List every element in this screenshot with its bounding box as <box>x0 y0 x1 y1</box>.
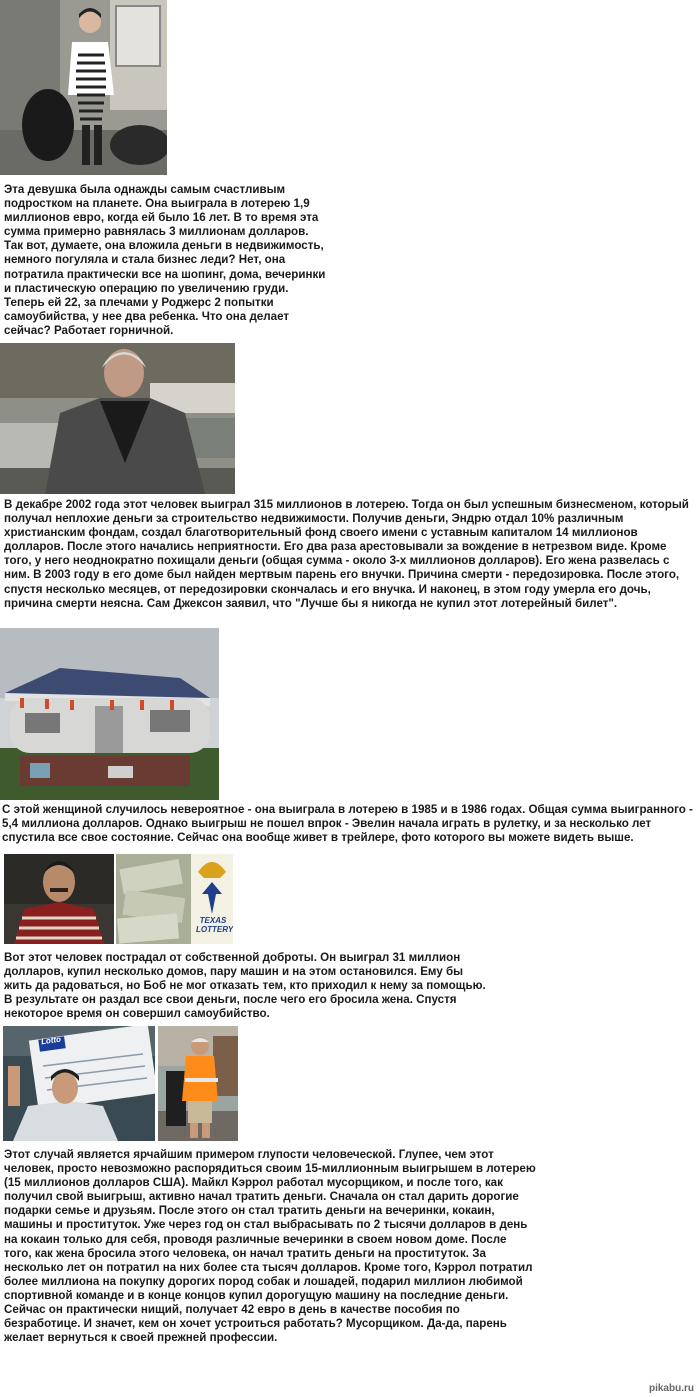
photo-bob-portrait <box>4 854 114 944</box>
photo-man-illustration <box>0 343 235 494</box>
cheque-lotto-logo: Lotto <box>40 1034 62 1047</box>
photo-trailer-illustration <box>0 628 219 800</box>
photo-cheque-illustration <box>3 1026 155 1141</box>
story-5-text: Этот случай является ярчайшим примером глупости человеческой. Глупее, чем этот человек, просто невозможно распорядиться своим 15-миллионным выигрышем в лотерею (15 миллионов долларов США). Майкл Кэррол работал мусорщиком, и после того, как получил свой выигрыш, активно начал тратить деньги. Сначала он стал дарить дорогие подарки семье и друзьям. После этого он стал тратить деньги на вечеринки, кокаин, машины и проституток. Уже через год он стал выбрасывать по 2 тысячи долларов в день на кокаин только для себя, проводя различные вечеринки в своем новом доме. После того, как жена бросила этого человека, он начал тратить деньги на проституток. За несколько лет он потратил на них более ста тысяч долларов. Кроме того, Кэррол потратил более миллиона на покупку дорогих пород собак и лошадей, подарил миллион любимой спортивной команде и в конце концов купил дорогущую машину на последние деньги. Сейчас он практически нищий, получает 42 евро в день в качестве пособия по безработице. И значет, кем он хочет устроиться работать? Мусорщиком. Да-да, парень желает вернуться к своей прежней профессии. <box>4 1148 536 1345</box>
photo-carroll-cheque <box>3 1026 155 1141</box>
watermark: pikabu.ru <box>648 1383 694 1394</box>
story-3-text: С этой женщиной случилось невероятное - она выиграла в лотерею в 1985 и в 1986 годах. Общая сумма выигранного - 5,4 миллиона долларов. Однако выигрыш не пошел впрок - Эвелин начала играть в рулетку, и за несколько лет спустила все свое состояние. Сейчас она вообще живет в трейлере, фото которого вы можете видеть выше. <box>2 803 693 845</box>
photo-girl-illustration <box>0 0 167 175</box>
photo-money-lottery <box>116 854 233 944</box>
texas-lottery-logo-text: TEXAS LOTTERY <box>196 916 233 934</box>
story-2-text: В декабре 2002 года этот человек выиграл 315 миллионов в лотерею. Тогда он был успешным бизнесменом, который получал неплохие деньги за строительство недвижимости. Получив деньги, Эндрю отдал 10% различным христианским фондам, создал благотворительный фонд своего имени с уставным капиталом 14 миллионов долларов. После этого начались неприятности. Его два раза арестовывали за вождение в нетрезвом виде. Кроме того, у него неоднократно похищали деньги (общая сумма - около 3-х миллионов долларов). Его жена развелась с ним. В 2003 году в его доме был найден мертвым парень его внучки. Причина смерти - передозировка. После этого, спустя несколько месяцев, от передозировки скончалась и его внучка. И наконец, в этом году умерла его дочь, причина смерти неясна. Сам Джексон заявил, что "Лучше бы я никогда не купил этот лотерейный билет". <box>4 498 689 610</box>
story-4-text: Вот этот человек пострадал от собственной доброты. Он выиграл 31 миллион долларов, купил несколько домов, пару машин и на этом остановился. Ему бы жить да радоваться, но Боб не мог отказать тем, кто приходил к нему за помощью. В результате он раздал все свои деньги, после чего его бросила жена. Спустя некоторое время он совершил самоубийство. <box>4 951 486 1021</box>
story-1-text: Эта девушка была однажды самым счастливым подростком на планете. Она выиграла в лотерею 1,9 миллионов евро, когда ей было 16 лет. В то время эта сумма примерно равнялась 3 миллионам долларов. Так вот, думаете, она вложила деньги в недвижимость, немного погуляла и стала бизнес леди? Нет, она потратила практически все на шопинг, дома, вечеринки и пластическую операцию по увеличению груди. Теперь ей 22, за плечами у Роджерс 2 попытки самоубийства, у нее два ребенка. Что она делает сейчас? Работает горничной. <box>4 183 326 337</box>
photo-trailer <box>0 628 219 800</box>
photo-girl-trash-bag <box>0 0 167 175</box>
photo-carroll-worker <box>158 1026 238 1141</box>
photo-worker-illustration <box>158 1026 238 1141</box>
photo-older-man <box>0 343 235 494</box>
photo-bob-illustration <box>4 854 114 944</box>
